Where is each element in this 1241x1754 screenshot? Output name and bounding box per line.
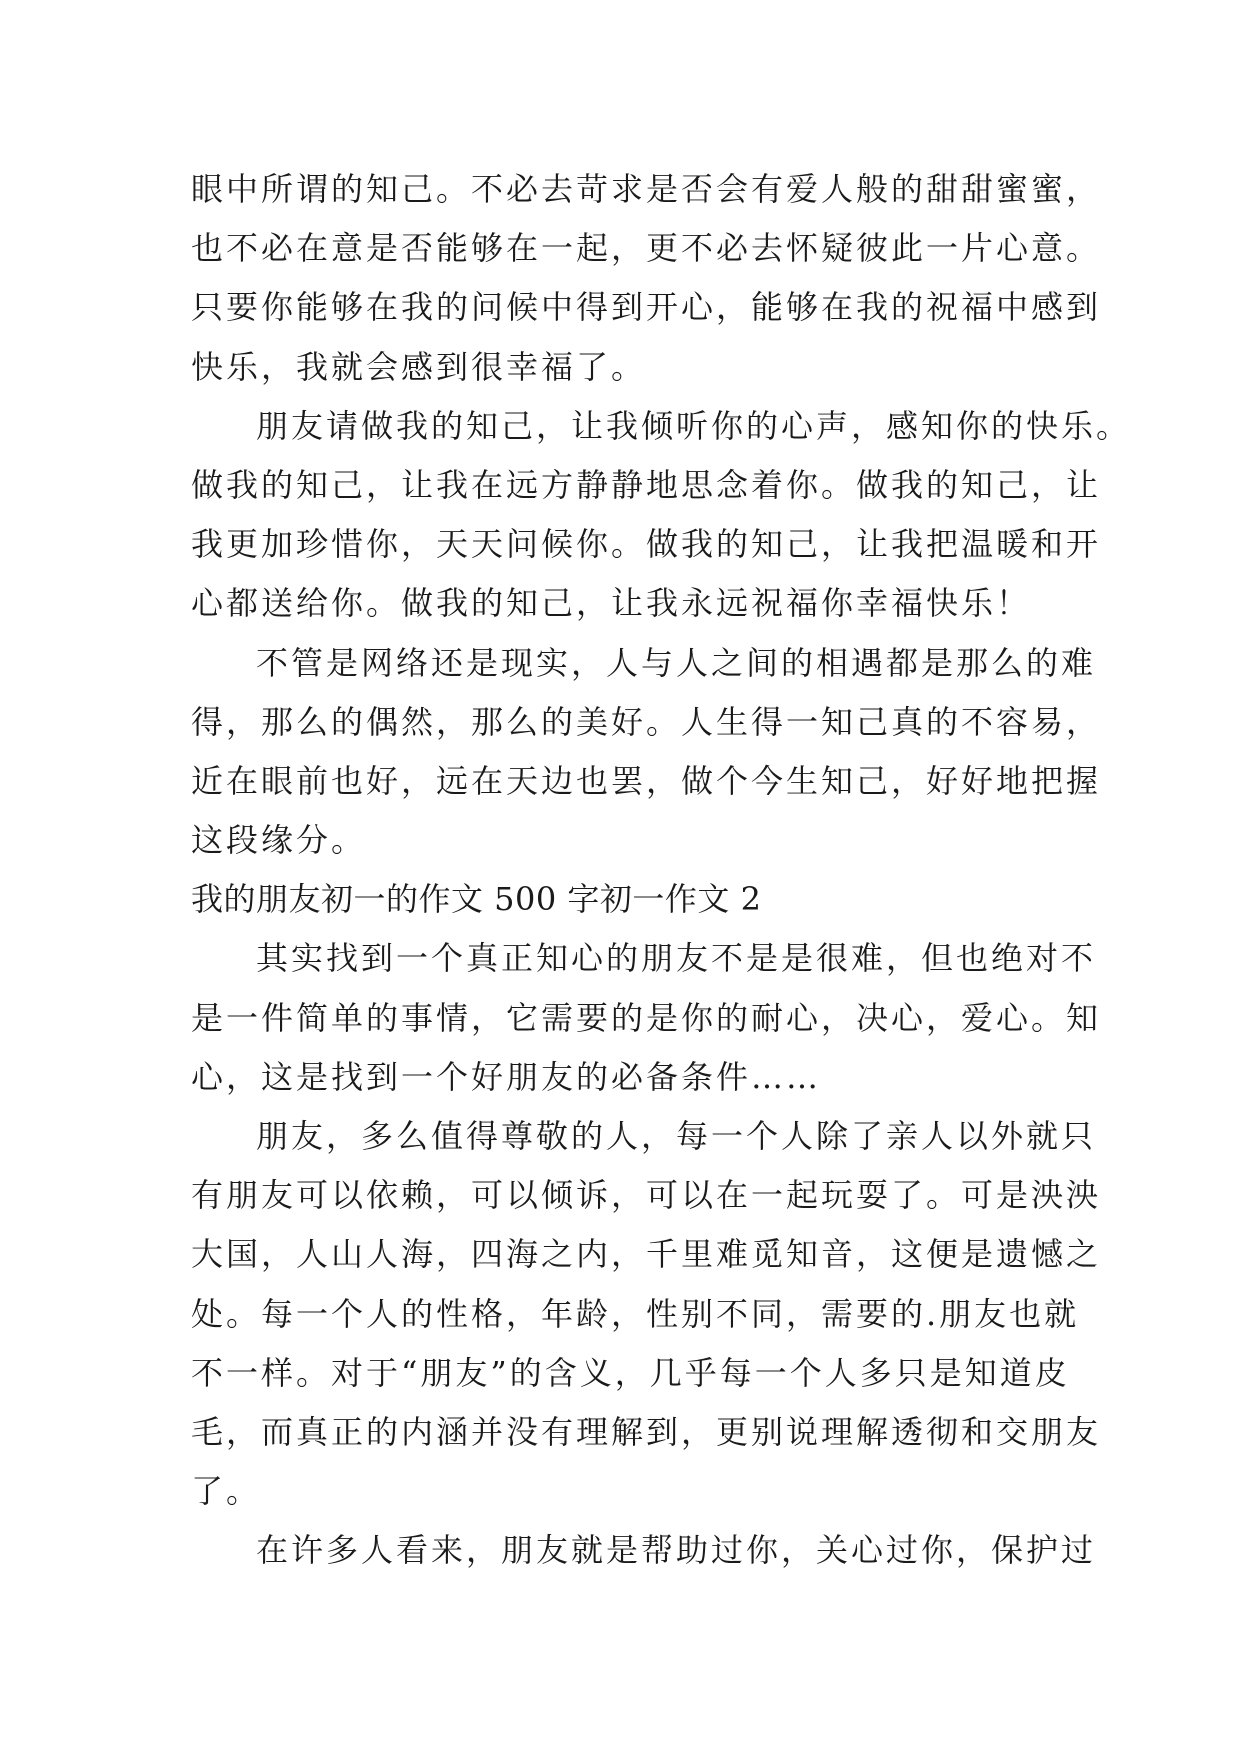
text-line: 处。每一个人的性格，年龄，性别不同，需要的.朋友也就 — [191, 1294, 1080, 1333]
text-line: 心都送给你。做我的知己，让我永远祝福你幸福快乐！ — [191, 584, 1032, 623]
text-line: 也不必在意是否能够在一起，更不必去怀疑彼此一片心意。 — [191, 229, 1102, 268]
text-line: 做我的知己，让我在远方静静地思念着你。做我的知己，让 — [191, 465, 1102, 504]
text-line: 眼中所谓的知己。不必去苛求是否会有爱人般的甜甜蜜蜜， — [191, 170, 1102, 208]
text-line: 毛，而真正的内涵并没有理解到，更别说理解透彻和交朋友 — [191, 1412, 1102, 1451]
text-line: 近在眼前也好，远在天边也罢，做个今生知己，好好地把握 — [191, 761, 1102, 800]
paragraph-start-line: 朋友请做我的知己，让我倾听你的心声，感知你的快乐。 — [256, 406, 1132, 445]
text-line: 得，那么的偶然，那么的美好。人生得一知己真的不容易， — [191, 702, 1102, 741]
document-body — [191, 160, 1132, 1581]
section-heading: 我的朋友初一的作文 500 字初一作文 2 — [191, 880, 762, 919]
text-line: 心，这是找到一个好朋友的必备条件…… — [191, 1057, 822, 1096]
paragraph-start-line: 不管是网络还是现实，人与人之间的相遇都是那么的难 — [256, 643, 1097, 682]
text-line: 只要你能够在我的问候中得到开心，能够在我的祝福中感到 — [191, 288, 1102, 327]
paragraph-start-line: 其实找到一个真正知心的朋友不是是很难，但也绝对不 — [256, 939, 1097, 978]
paragraph-start-line: 在许多人看来，朋友就是帮助过你，关心过你，保护过 — [256, 1531, 1097, 1570]
text-line: 快乐，我就会感到很幸福了。 — [191, 347, 647, 386]
paragraph-start-line: 朋友，多么值得尊敬的人，每一个人除了亲人以外就只 — [256, 1117, 1097, 1155]
text-line: 不一样。对于“朋友”的含义，几乎每一个人多只是知道皮 — [191, 1353, 1070, 1392]
text-line: 这段缘分。 — [191, 821, 367, 860]
text-line: 了。 — [191, 1472, 262, 1511]
text-line: 大国，人山人海，四海之内，千里难觅知音，这便是遗憾之 — [191, 1235, 1102, 1274]
text-line: 是一件简单的事情，它需要的是你的耐心，决心，爱心。知 — [191, 998, 1102, 1037]
text-line: 我更加珍惜你，天天问候你。做我的知己，让我把温暖和开 — [191, 525, 1102, 564]
text-line: 有朋友可以依赖，可以倾诉，可以在一起玩耍了。可是泱泱 — [191, 1176, 1102, 1215]
